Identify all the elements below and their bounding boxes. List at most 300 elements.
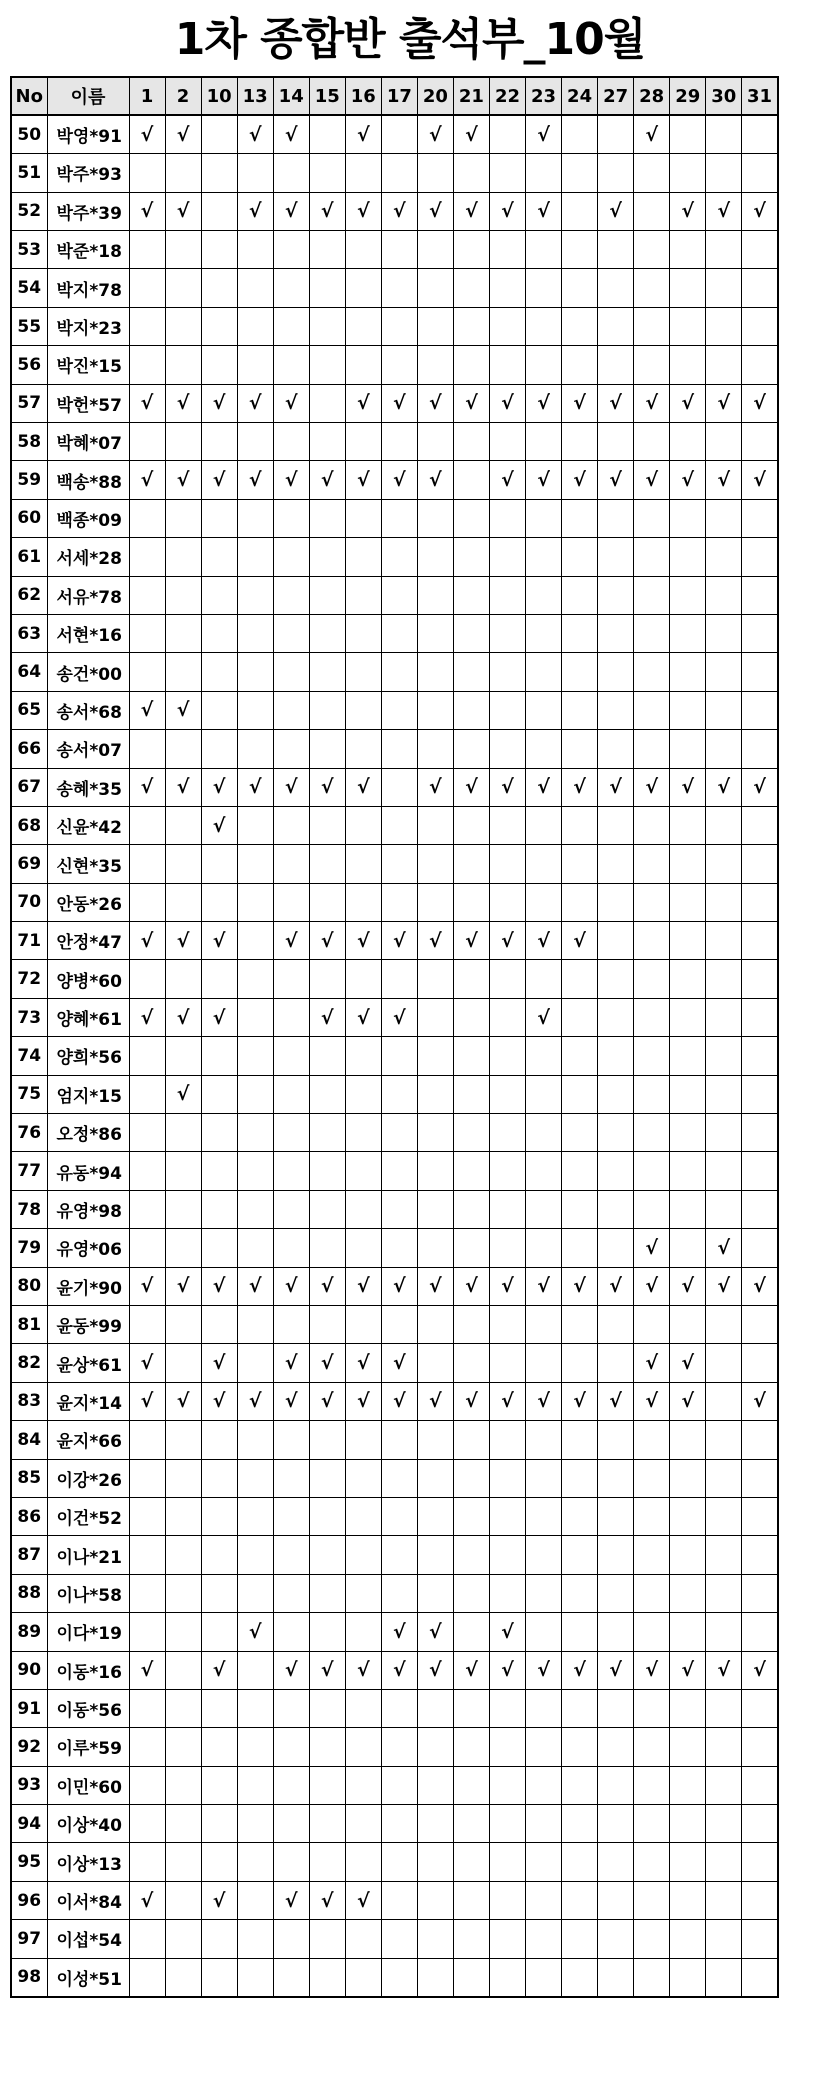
attendance-empty-cell	[742, 1306, 778, 1344]
attendance-empty-cell	[526, 730, 562, 768]
attendance-empty-cell	[381, 1306, 417, 1344]
attendance-empty-cell	[634, 1075, 670, 1113]
attendance-empty-cell	[129, 1497, 165, 1535]
attendance-empty-cell	[453, 1536, 489, 1574]
attendance-empty-cell	[598, 883, 634, 921]
attendance-empty-cell	[417, 1459, 453, 1497]
attendance-empty-cell	[309, 1190, 345, 1228]
attendance-empty-cell	[706, 806, 742, 844]
attendance-empty-cell	[381, 730, 417, 768]
attendance-empty-cell	[706, 499, 742, 537]
attendance-empty-cell	[453, 154, 489, 192]
attendance-empty-cell	[453, 231, 489, 269]
attendance-empty-cell	[273, 806, 309, 844]
attendance-empty-cell	[417, 346, 453, 384]
attendance-empty-cell	[634, 269, 670, 307]
attendance-empty-cell	[706, 653, 742, 691]
attendance-empty-cell	[165, 1229, 201, 1267]
attendance-empty-cell	[526, 1881, 562, 1919]
row-number: 89	[11, 1613, 47, 1651]
attendance-check-cell: √	[345, 768, 381, 806]
attendance-empty-cell	[526, 1574, 562, 1612]
student-name: 서현*16	[47, 614, 129, 652]
attendance-empty-cell	[309, 1728, 345, 1766]
attendance-empty-cell	[562, 691, 598, 729]
attendance-empty-cell	[598, 998, 634, 1036]
attendance-empty-cell	[381, 845, 417, 883]
attendance-empty-cell	[670, 806, 706, 844]
attendance-empty-cell	[165, 730, 201, 768]
attendance-check-cell: √	[129, 768, 165, 806]
attendance-empty-cell	[634, 423, 670, 461]
attendance-empty-cell	[129, 730, 165, 768]
attendance-check-cell: √	[598, 1651, 634, 1689]
attendance-check-cell: √	[562, 768, 598, 806]
attendance-empty-cell	[670, 1497, 706, 1535]
attendance-empty-cell	[309, 1421, 345, 1459]
attendance-empty-cell	[453, 1881, 489, 1919]
attendance-empty-cell	[345, 499, 381, 537]
attendance-empty-cell	[381, 1421, 417, 1459]
header-day: 31	[742, 77, 778, 115]
attendance-empty-cell	[237, 346, 273, 384]
attendance-empty-cell	[381, 806, 417, 844]
attendance-empty-cell	[562, 1037, 598, 1075]
attendance-check-cell: √	[309, 192, 345, 230]
attendance-check-cell: √	[273, 461, 309, 499]
attendance-empty-cell	[237, 1497, 273, 1535]
attendance-empty-cell	[742, 538, 778, 576]
student-name: 양희*56	[47, 1037, 129, 1075]
attendance-empty-cell	[598, 576, 634, 614]
attendance-check-cell: √	[273, 768, 309, 806]
attendance-empty-cell	[634, 576, 670, 614]
attendance-empty-cell	[417, 1805, 453, 1843]
attendance-empty-cell	[598, 423, 634, 461]
attendance-empty-cell	[129, 231, 165, 269]
attendance-empty-cell	[562, 806, 598, 844]
attendance-check-cell: √	[453, 192, 489, 230]
attendance-empty-cell	[129, 576, 165, 614]
attendance-empty-cell	[309, 269, 345, 307]
attendance-empty-cell	[201, 1728, 237, 1766]
attendance-empty-cell	[129, 1075, 165, 1113]
attendance-empty-cell	[129, 1689, 165, 1727]
attendance-empty-cell	[345, 1497, 381, 1535]
attendance-empty-cell	[201, 1037, 237, 1075]
attendance-empty-cell	[598, 1114, 634, 1152]
attendance-empty-cell	[345, 1190, 381, 1228]
attendance-empty-cell	[273, 1805, 309, 1843]
table-row	[11, 154, 778, 192]
attendance-empty-cell	[345, 1536, 381, 1574]
student-name: 윤동*99	[47, 1306, 129, 1344]
attendance-empty-cell	[273, 1497, 309, 1535]
attendance-empty-cell	[670, 1689, 706, 1727]
attendance-empty-cell	[634, 1459, 670, 1497]
attendance-empty-cell	[273, 883, 309, 921]
attendance-empty-cell	[201, 1613, 237, 1651]
attendance-empty-cell	[381, 1075, 417, 1113]
attendance-check-cell: √	[165, 461, 201, 499]
attendance-empty-cell	[526, 1037, 562, 1075]
attendance-empty-cell	[706, 307, 742, 345]
attendance-empty-cell	[706, 1190, 742, 1228]
attendance-check-cell: √	[129, 998, 165, 1036]
attendance-check-cell: √	[381, 1613, 417, 1651]
page-title: 1차 종합반 출석부_10월	[174, 14, 646, 65]
attendance-check-cell: √	[165, 192, 201, 230]
attendance-empty-cell	[526, 1344, 562, 1382]
attendance-empty-cell	[706, 730, 742, 768]
attendance-empty-cell	[634, 1689, 670, 1727]
attendance-empty-cell	[309, 115, 345, 153]
attendance-empty-cell	[129, 1958, 165, 1996]
attendance-empty-cell	[165, 845, 201, 883]
attendance-empty-cell	[237, 1574, 273, 1612]
attendance-empty-cell	[129, 1152, 165, 1190]
attendance-empty-cell	[381, 231, 417, 269]
attendance-empty-cell	[706, 154, 742, 192]
attendance-check-cell: √	[453, 384, 489, 422]
attendance-check-cell: √	[453, 1267, 489, 1305]
attendance-empty-cell	[562, 269, 598, 307]
attendance-empty-cell	[489, 346, 525, 384]
attendance-empty-cell	[417, 269, 453, 307]
attendance-empty-cell	[453, 1152, 489, 1190]
attendance-empty-cell	[598, 1459, 634, 1497]
attendance-empty-cell	[237, 653, 273, 691]
attendance-empty-cell	[201, 1229, 237, 1267]
attendance-empty-cell	[634, 499, 670, 537]
attendance-check-cell: √	[670, 1382, 706, 1420]
attendance-empty-cell	[562, 1497, 598, 1535]
attendance-empty-cell	[453, 1190, 489, 1228]
attendance-empty-cell	[634, 1152, 670, 1190]
row-number: 66	[11, 730, 47, 768]
attendance-check-cell: √	[489, 1267, 525, 1305]
attendance-empty-cell	[345, 538, 381, 576]
header-day: 22	[489, 77, 525, 115]
attendance-empty-cell	[201, 307, 237, 345]
student-name: 박지*78	[47, 269, 129, 307]
attendance-check-cell: √	[165, 384, 201, 422]
student-name: 양병*60	[47, 960, 129, 998]
attendance-empty-cell	[562, 653, 598, 691]
attendance-empty-cell	[742, 1190, 778, 1228]
attendance-empty-cell	[237, 1075, 273, 1113]
attendance-empty-cell	[129, 1306, 165, 1344]
attendance-check-cell: √	[489, 192, 525, 230]
attendance-empty-cell	[129, 499, 165, 537]
attendance-empty-cell	[273, 423, 309, 461]
attendance-empty-cell	[345, 1843, 381, 1881]
attendance-empty-cell	[417, 307, 453, 345]
row-number: 61	[11, 538, 47, 576]
attendance-empty-cell	[237, 1766, 273, 1804]
row-number: 84	[11, 1421, 47, 1459]
attendance-empty-cell	[309, 960, 345, 998]
attendance-empty-cell	[634, 1574, 670, 1612]
attendance-empty-cell	[165, 1459, 201, 1497]
attendance-check-cell: √	[129, 1881, 165, 1919]
attendance-empty-cell	[417, 1037, 453, 1075]
attendance-empty-cell	[165, 806, 201, 844]
header-no: No	[11, 77, 47, 115]
attendance-empty-cell	[598, 1536, 634, 1574]
attendance-empty-cell	[165, 154, 201, 192]
attendance-check-cell: √	[706, 1651, 742, 1689]
attendance-empty-cell	[742, 154, 778, 192]
attendance-empty-cell	[309, 423, 345, 461]
student-name: 박영*91	[47, 115, 129, 153]
row-number: 76	[11, 1114, 47, 1152]
attendance-empty-cell	[273, 1958, 309, 1996]
attendance-empty-cell	[417, 806, 453, 844]
attendance-empty-cell	[562, 1190, 598, 1228]
attendance-empty-cell	[381, 960, 417, 998]
attendance-empty-cell	[453, 1075, 489, 1113]
attendance-check-cell: √	[417, 384, 453, 422]
attendance-empty-cell	[742, 1075, 778, 1113]
attendance-empty-cell	[129, 1613, 165, 1651]
attendance-empty-cell	[381, 1805, 417, 1843]
attendance-check-cell: √	[345, 922, 381, 960]
header-day: 2	[165, 77, 201, 115]
attendance-empty-cell	[562, 192, 598, 230]
attendance-empty-cell	[670, 845, 706, 883]
student-name: 이성*51	[47, 1958, 129, 1996]
attendance-empty-cell	[309, 499, 345, 537]
attendance-empty-cell	[634, 1728, 670, 1766]
attendance-empty-cell	[345, 1152, 381, 1190]
attendance-empty-cell	[562, 1613, 598, 1651]
header-day: 28	[634, 77, 670, 115]
attendance-empty-cell	[417, 1152, 453, 1190]
attendance-empty-cell	[489, 1152, 525, 1190]
attendance-empty-cell	[598, 1613, 634, 1651]
attendance-empty-cell	[309, 653, 345, 691]
attendance-empty-cell	[489, 691, 525, 729]
student-name: 백송*88	[47, 461, 129, 499]
attendance-empty-cell	[273, 1421, 309, 1459]
table-row	[11, 1459, 778, 1497]
attendance-empty-cell	[201, 576, 237, 614]
attendance-empty-cell	[201, 1920, 237, 1958]
attendance-check-cell: √	[742, 384, 778, 422]
attendance-empty-cell	[309, 1574, 345, 1612]
attendance-empty-cell	[634, 1114, 670, 1152]
attendance-empty-cell	[742, 1574, 778, 1612]
attendance-empty-cell	[165, 1190, 201, 1228]
attendance-empty-cell	[165, 960, 201, 998]
attendance-empty-cell	[670, 1805, 706, 1843]
attendance-empty-cell	[742, 1497, 778, 1535]
attendance-check-cell: √	[165, 1382, 201, 1420]
attendance-empty-cell	[742, 1843, 778, 1881]
attendance-empty-cell	[129, 653, 165, 691]
student-name: 안동*26	[47, 883, 129, 921]
attendance-empty-cell	[670, 1881, 706, 1919]
attendance-empty-cell	[165, 1843, 201, 1881]
attendance-check-cell: √	[598, 1267, 634, 1305]
attendance-empty-cell	[165, 269, 201, 307]
table-row	[11, 1766, 778, 1804]
attendance-empty-cell	[201, 154, 237, 192]
attendance-empty-cell	[526, 653, 562, 691]
attendance-empty-cell	[670, 1766, 706, 1804]
attendance-empty-cell	[562, 845, 598, 883]
student-name: 이민*60	[47, 1766, 129, 1804]
attendance-empty-cell	[309, 1805, 345, 1843]
attendance-empty-cell	[706, 1306, 742, 1344]
attendance-empty-cell	[417, 1843, 453, 1881]
attendance-empty-cell	[526, 1190, 562, 1228]
attendance-empty-cell	[562, 231, 598, 269]
attendance-empty-cell	[273, 730, 309, 768]
attendance-empty-cell	[345, 614, 381, 652]
attendance-empty-cell	[598, 115, 634, 153]
attendance-empty-cell	[562, 423, 598, 461]
attendance-empty-cell	[345, 960, 381, 998]
attendance-empty-cell	[237, 1843, 273, 1881]
attendance-empty-cell	[562, 1958, 598, 1996]
student-name: 양혜*61	[47, 998, 129, 1036]
student-name: 백종*09	[47, 499, 129, 537]
attendance-check-cell: √	[634, 1229, 670, 1267]
attendance-empty-cell	[381, 269, 417, 307]
row-number: 55	[11, 307, 47, 345]
table-row	[11, 384, 778, 422]
attendance-empty-cell	[453, 1728, 489, 1766]
attendance-empty-cell	[598, 806, 634, 844]
attendance-check-cell: √	[453, 922, 489, 960]
attendance-check-cell: √	[417, 922, 453, 960]
attendance-empty-cell	[742, 1920, 778, 1958]
attendance-empty-cell	[129, 307, 165, 345]
attendance-check-cell: √	[526, 768, 562, 806]
attendance-empty-cell	[706, 576, 742, 614]
attendance-empty-cell	[381, 346, 417, 384]
attendance-check-cell: √	[165, 922, 201, 960]
table-row	[11, 1574, 778, 1612]
attendance-empty-cell	[201, 269, 237, 307]
attendance-empty-cell	[237, 1037, 273, 1075]
attendance-empty-cell	[670, 423, 706, 461]
attendance-empty-cell	[417, 1497, 453, 1535]
header-day: 30	[706, 77, 742, 115]
attendance-empty-cell	[453, 614, 489, 652]
attendance-empty-cell	[706, 115, 742, 153]
attendance-empty-cell	[345, 1574, 381, 1612]
attendance-empty-cell	[201, 653, 237, 691]
attendance-empty-cell	[273, 1459, 309, 1497]
row-number: 56	[11, 346, 47, 384]
attendance-empty-cell	[598, 154, 634, 192]
attendance-empty-cell	[489, 1536, 525, 1574]
attendance-empty-cell	[562, 1805, 598, 1843]
attendance-empty-cell	[489, 576, 525, 614]
row-number: 51	[11, 154, 47, 192]
attendance-check-cell: √	[237, 1382, 273, 1420]
attendance-empty-cell	[309, 1689, 345, 1727]
attendance-empty-cell	[742, 1766, 778, 1804]
row-number: 98	[11, 1958, 47, 1996]
attendance-empty-cell	[598, 1344, 634, 1382]
attendance-empty-cell	[489, 1190, 525, 1228]
attendance-check-cell: √	[489, 1382, 525, 1420]
attendance-empty-cell	[381, 768, 417, 806]
attendance-empty-cell	[417, 1574, 453, 1612]
table-row	[11, 768, 778, 806]
attendance-check-cell: √	[165, 1267, 201, 1305]
student-name: 유영*06	[47, 1229, 129, 1267]
attendance-empty-cell	[634, 1920, 670, 1958]
attendance-empty-cell	[417, 1190, 453, 1228]
table-row	[11, 883, 778, 921]
attendance-empty-cell	[309, 1613, 345, 1651]
attendance-empty-cell	[381, 1920, 417, 1958]
attendance-empty-cell	[489, 1805, 525, 1843]
attendance-check-cell: √	[201, 461, 237, 499]
attendance-empty-cell	[634, 1805, 670, 1843]
attendance-empty-cell	[417, 1958, 453, 1996]
attendance-check-cell: √	[129, 192, 165, 230]
attendance-empty-cell	[706, 1152, 742, 1190]
student-name: 유동*94	[47, 1152, 129, 1190]
row-number: 87	[11, 1536, 47, 1574]
attendance-empty-cell	[381, 1190, 417, 1228]
attendance-empty-cell	[489, 1114, 525, 1152]
attendance-empty-cell	[273, 269, 309, 307]
attendance-check-cell: √	[526, 384, 562, 422]
attendance-empty-cell	[598, 1805, 634, 1843]
attendance-empty-cell	[562, 154, 598, 192]
student-name: 이나*58	[47, 1574, 129, 1612]
attendance-check-cell: √	[129, 1267, 165, 1305]
attendance-empty-cell	[165, 883, 201, 921]
attendance-empty-cell	[273, 1536, 309, 1574]
attendance-empty-cell	[598, 1190, 634, 1228]
attendance-empty-cell	[165, 576, 201, 614]
student-name: 이서*84	[47, 1881, 129, 1919]
attendance-empty-cell	[634, 614, 670, 652]
table-row	[11, 269, 778, 307]
table-row	[11, 614, 778, 652]
attendance-empty-cell	[309, 1958, 345, 1996]
attendance-empty-cell	[453, 653, 489, 691]
attendance-empty-cell	[598, 1421, 634, 1459]
attendance-empty-cell	[706, 1344, 742, 1382]
attendance-empty-cell	[417, 499, 453, 537]
table-row	[11, 1805, 778, 1843]
attendance-empty-cell	[345, 346, 381, 384]
attendance-empty-cell	[742, 845, 778, 883]
attendance-empty-cell	[345, 806, 381, 844]
attendance-empty-cell	[417, 960, 453, 998]
attendance-empty-cell	[453, 499, 489, 537]
attendance-empty-cell	[670, 115, 706, 153]
attendance-empty-cell	[489, 423, 525, 461]
table-row	[11, 1497, 778, 1535]
attendance-empty-cell	[417, 1075, 453, 1113]
attendance-empty-cell	[598, 1766, 634, 1804]
attendance-empty-cell	[201, 1536, 237, 1574]
attendance-empty-cell	[489, 1344, 525, 1382]
row-number: 63	[11, 614, 47, 652]
attendance-empty-cell	[489, 1229, 525, 1267]
student-name: 이건*52	[47, 1497, 129, 1535]
